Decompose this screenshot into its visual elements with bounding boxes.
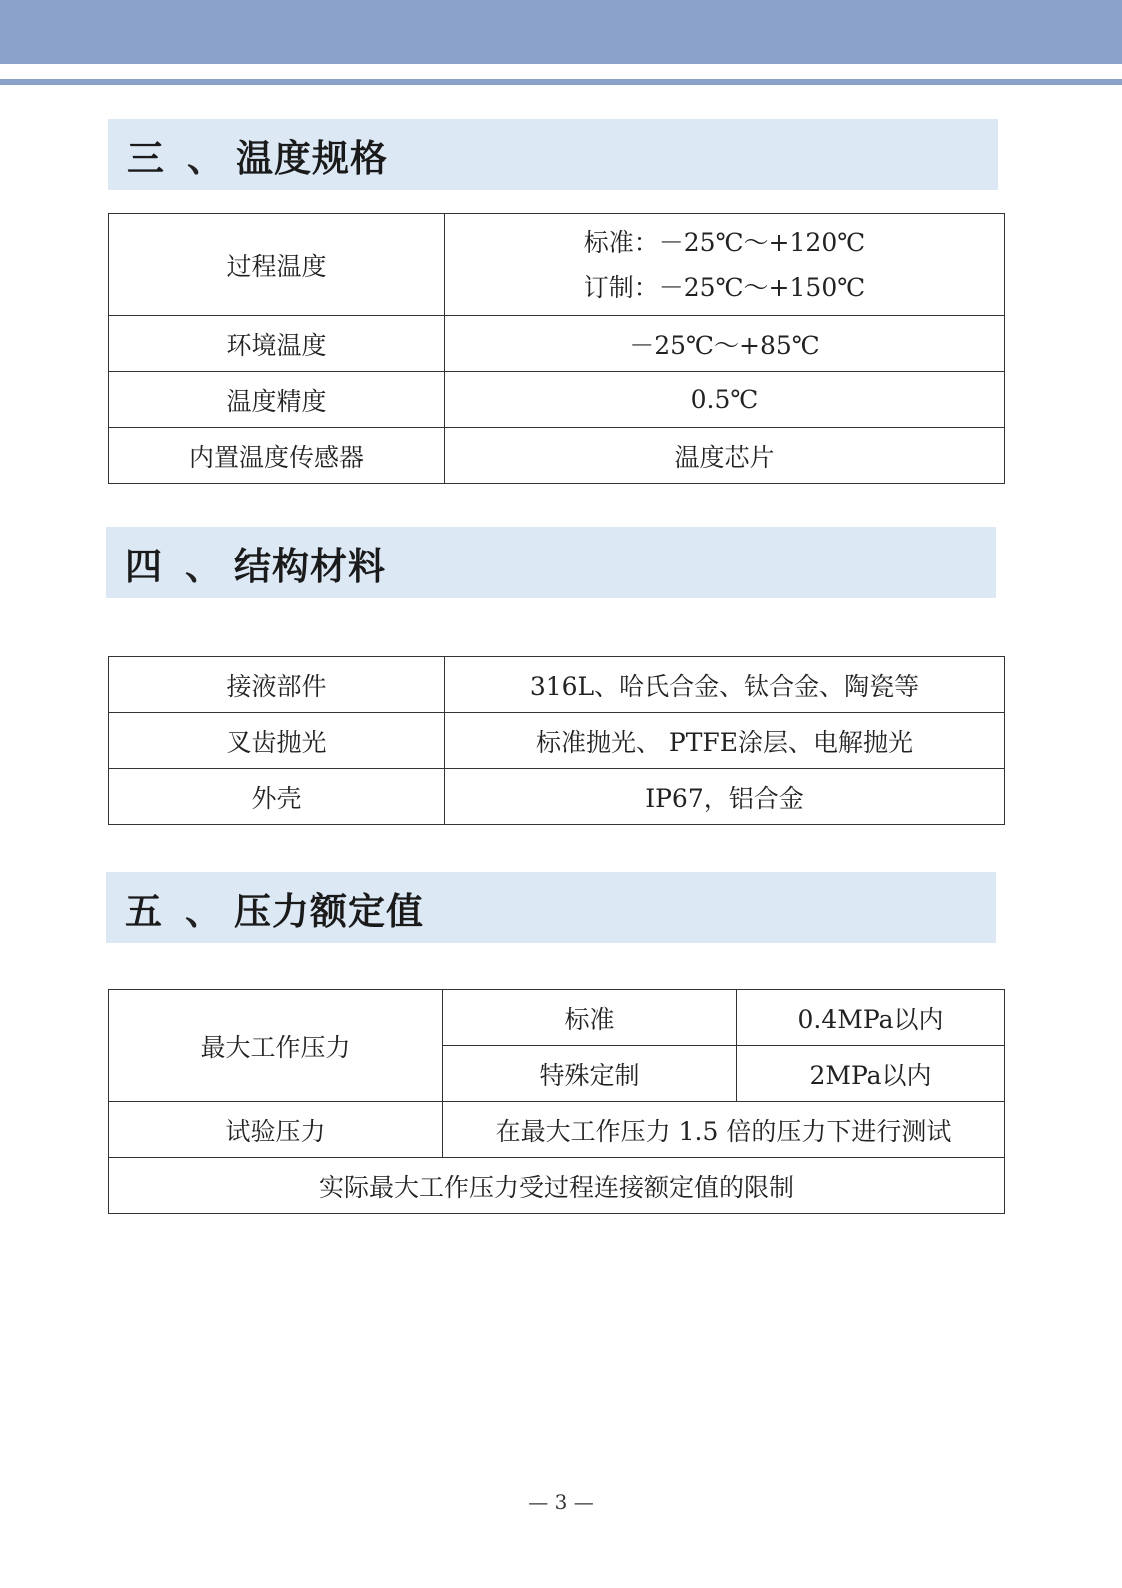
standard-label: 标准 bbox=[443, 990, 737, 1046]
standard-value: 0.4MPa以内 bbox=[737, 990, 1005, 1046]
table-row bbox=[109, 990, 1005, 1046]
row-label: 叉齿抛光 bbox=[109, 713, 445, 769]
row-value bbox=[445, 214, 1005, 316]
row-label: 环境温度 bbox=[109, 316, 445, 372]
row-label: 温度精度 bbox=[109, 372, 445, 428]
section-separator: 、 bbox=[185, 544, 222, 588]
max-pressure-label: 最大工作压力 bbox=[109, 990, 443, 1102]
row-value: －25℃～+85℃ bbox=[445, 316, 1005, 372]
section-title: 压力额定值 bbox=[234, 889, 424, 933]
materials-table bbox=[108, 656, 1005, 825]
section-title: 结构材料 bbox=[234, 544, 386, 588]
section-heading-materials bbox=[106, 527, 996, 598]
header-rule bbox=[0, 79, 1122, 85]
page-number: — 3 — bbox=[528, 1490, 594, 1514]
table-row bbox=[109, 316, 1005, 372]
row-label: 内置温度传感器 bbox=[109, 428, 445, 484]
section-number: 五 bbox=[125, 889, 163, 933]
row-value: IP67，铝合金 bbox=[445, 769, 1005, 825]
row-label: 接液部件 bbox=[109, 657, 445, 713]
pressure-table bbox=[108, 989, 1005, 1214]
table-row bbox=[109, 214, 1005, 316]
table-row bbox=[109, 1158, 1005, 1214]
section-separator: 、 bbox=[187, 136, 224, 180]
row-value: 316L、哈氏合金、钛合金、陶瓷等 bbox=[445, 657, 1005, 713]
value-line-standard: 标准：－25℃～+120℃ bbox=[583, 227, 866, 257]
section-number: 三 bbox=[127, 136, 165, 180]
section-number: 四 bbox=[125, 544, 163, 588]
test-pressure-value: 在最大工作压力 1.5 倍的压力下进行测试 bbox=[443, 1102, 1005, 1158]
section-title: 温度规格 bbox=[236, 136, 388, 180]
header-band bbox=[0, 0, 1122, 64]
row-value: 温度芯片 bbox=[445, 428, 1005, 484]
row-label: 过程温度 bbox=[109, 214, 445, 316]
section-heading-pressure bbox=[106, 872, 996, 943]
row-value: 0.5℃ bbox=[445, 372, 1005, 428]
custom-value: 2MPa以内 bbox=[737, 1046, 1005, 1102]
table-row bbox=[109, 1102, 1005, 1158]
row-value: 标准抛光、 PTFE涂层、电解抛光 bbox=[445, 713, 1005, 769]
section-heading-temperature bbox=[108, 119, 998, 190]
table-row bbox=[109, 713, 1005, 769]
table-row bbox=[109, 769, 1005, 825]
table-row bbox=[109, 428, 1005, 484]
test-pressure-label: 试验压力 bbox=[109, 1102, 443, 1158]
value-line-custom: 订制：－25℃～+150℃ bbox=[583, 272, 866, 302]
section-separator: 、 bbox=[185, 889, 222, 933]
row-label: 外壳 bbox=[109, 769, 445, 825]
temperature-table bbox=[108, 213, 1005, 484]
table-row bbox=[109, 657, 1005, 713]
custom-label: 特殊定制 bbox=[443, 1046, 737, 1102]
pressure-note: 实际最大工作压力受过程连接额定值的限制 bbox=[109, 1158, 1005, 1214]
table-row bbox=[109, 372, 1005, 428]
